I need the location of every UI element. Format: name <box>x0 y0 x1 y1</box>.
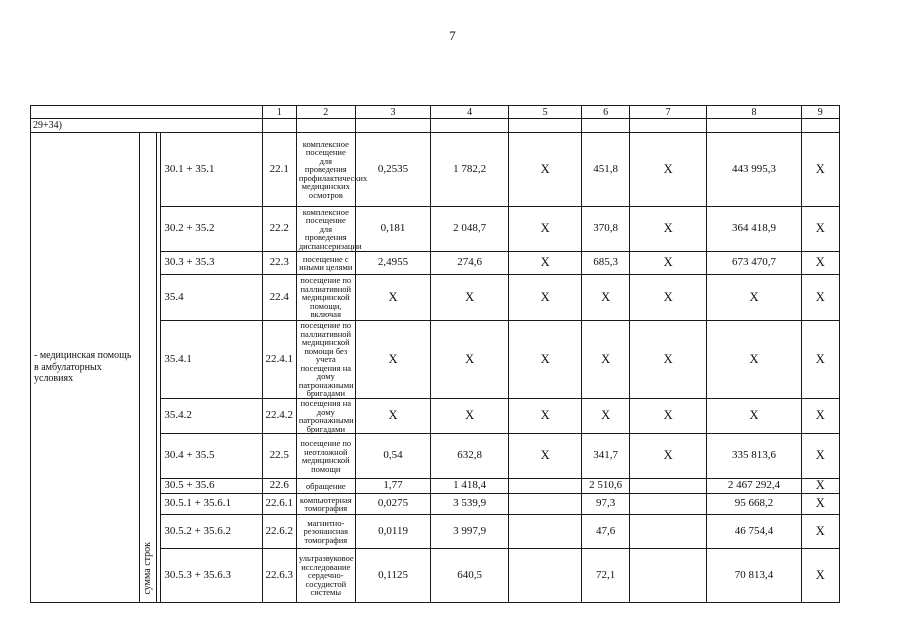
data-table <box>30 105 840 603</box>
cell-c5 <box>508 515 581 549</box>
page-number: 7 <box>449 28 456 43</box>
row-description: посещение по паллиативной медицинской помощи, включая <box>296 275 355 321</box>
cell-c8: 70 813,4 <box>707 549 801 603</box>
row-description: посещения на дому патронажными бригадами <box>296 399 355 434</box>
cell-c3: Х <box>355 399 431 434</box>
cell-c6: Х <box>582 399 630 434</box>
row-description: ультразвуковое исследование сердечно-сосудистой системы <box>296 549 355 603</box>
cell-c8: 46 754,4 <box>707 515 801 549</box>
cell-c9: Х <box>801 515 839 549</box>
row-code: 30.5 + 35.6 <box>161 479 262 494</box>
row-code: 30.1 + 35.1 <box>161 133 262 207</box>
header-cell: 9 <box>801 106 839 119</box>
cell-c8: 673 470,7 <box>707 252 801 275</box>
cell-c3: 0,2535 <box>355 133 431 207</box>
cell-c5: Х <box>508 207 581 252</box>
cell-c9: Х <box>801 207 839 252</box>
cell-c8: 335 813,6 <box>707 434 801 479</box>
cell-c6: 451,8 <box>582 133 630 207</box>
row-line: 22.6.2 <box>262 515 296 549</box>
cell-c9: Х <box>801 494 839 515</box>
cell-c5 <box>508 479 581 494</box>
cell-c5 <box>508 494 581 515</box>
vertical-label-cell <box>139 133 157 603</box>
continuation-row <box>31 119 840 133</box>
cell-c4: 640,5 <box>431 549 509 603</box>
cell-c4: 3 997,9 <box>431 515 509 549</box>
row-description: комплексное посещение для проведения диспансеризации <box>296 207 355 252</box>
cell-c3: 1,77 <box>355 479 431 494</box>
cell-c4: Х <box>431 399 509 434</box>
row-description: обращение <box>296 479 355 494</box>
cell-c3: 0,181 <box>355 207 431 252</box>
header-cell: 2 <box>296 106 355 119</box>
row-description: комплексное посещение для проведения профилактических медицинских осмотров <box>296 133 355 207</box>
header-cell: 3 <box>355 106 431 119</box>
cell-c8: Х <box>707 275 801 321</box>
table-row <box>31 133 840 207</box>
cell-c8: Х <box>707 399 801 434</box>
row-line: 22.4 <box>262 275 296 321</box>
header-cell: 8 <box>707 106 801 119</box>
cell-c6: 341,7 <box>582 434 630 479</box>
row-line: 22.4.2 <box>262 399 296 434</box>
cell-c3: 0,1125 <box>355 549 431 603</box>
cell-c9: Х <box>801 479 839 494</box>
row-line: 22.6.1 <box>262 494 296 515</box>
row-code: 30.2 + 35.2 <box>161 207 262 252</box>
cell-c9: Х <box>801 133 839 207</box>
cell-c4: 1 418,4 <box>431 479 509 494</box>
group-label: - медицинская помощь в амбулаторных условиях <box>31 133 140 603</box>
cell-c3: 0,0275 <box>355 494 431 515</box>
row-line: 22.3 <box>262 252 296 275</box>
cell-c7: Х <box>629 275 707 321</box>
row-line: 22.1 <box>262 133 296 207</box>
cell-c9: Х <box>801 549 839 603</box>
cell-c9: Х <box>801 275 839 321</box>
cell-c5: Х <box>508 321 581 399</box>
row-code: 30.3 + 35.3 <box>161 252 262 275</box>
cell-c3: Х <box>355 275 431 321</box>
row-description: посещение по неотложной медицинской помощи <box>296 434 355 479</box>
row-line: 22.6.3 <box>262 549 296 603</box>
cell-c9: Х <box>801 399 839 434</box>
cell-c8: 364 418,9 <box>707 207 801 252</box>
cell-c5: Х <box>508 252 581 275</box>
cell-c4: 3 539,9 <box>431 494 509 515</box>
cell-c5: Х <box>508 434 581 479</box>
row-code: 35.4.1 <box>161 321 262 399</box>
header-cell: 6 <box>582 106 630 119</box>
cell-c3: 0,54 <box>355 434 431 479</box>
row-code: 35.4 <box>161 275 262 321</box>
cell-c5: Х <box>508 133 581 207</box>
cell-c7 <box>629 549 707 603</box>
continuation-text: 29+34) <box>31 119 263 133</box>
row-code: 30.5.2 + 35.6.2 <box>161 515 262 549</box>
cell-c4: 2 048,7 <box>431 207 509 252</box>
row-line: 22.5 <box>262 434 296 479</box>
cell-c4: 632,8 <box>431 434 509 479</box>
cell-c7: Х <box>629 133 707 207</box>
cell-c7 <box>629 479 707 494</box>
cell-c6: 2 510,6 <box>582 479 630 494</box>
cell-c3: 2,4955 <box>355 252 431 275</box>
row-code: 30.5.1 + 35.6.1 <box>161 494 262 515</box>
row-line: 22.6 <box>262 479 296 494</box>
cell-c7 <box>629 494 707 515</box>
row-description: компьютерная томография <box>296 494 355 515</box>
cell-c5 <box>508 549 581 603</box>
cell-c9: Х <box>801 252 839 275</box>
cell-c3: Х <box>355 321 431 399</box>
cell-c7: Х <box>629 321 707 399</box>
row-description: магнитно-резонансная томография <box>296 515 355 549</box>
cell-c7: Х <box>629 207 707 252</box>
cell-c6: 72,1 <box>582 549 630 603</box>
row-code: 30.4 + 35.5 <box>161 434 262 479</box>
cell-c7 <box>629 515 707 549</box>
header-cell: 5 <box>508 106 581 119</box>
cell-c4: 274,6 <box>431 252 509 275</box>
vertical-label: сумма строк <box>141 541 153 595</box>
row-code: 30.5.3 + 35.6.3 <box>161 549 262 603</box>
cell-c7: Х <box>629 399 707 434</box>
cell-c6: 685,3 <box>582 252 630 275</box>
header-cell <box>31 106 263 119</box>
cell-c6: 97,3 <box>582 494 630 515</box>
cell-c3: 0,0119 <box>355 515 431 549</box>
cell-c8: 95 668,2 <box>707 494 801 515</box>
cell-c8: Х <box>707 321 801 399</box>
cell-c6: Х <box>582 321 630 399</box>
row-description: посещение с иными целями <box>296 252 355 275</box>
header-cell: 4 <box>431 106 509 119</box>
cell-c4: 1 782,2 <box>431 133 509 207</box>
cell-c5: Х <box>508 399 581 434</box>
row-line: 22.4.1 <box>262 321 296 399</box>
cell-c8: 2 467 292,4 <box>707 479 801 494</box>
row-code: 35.4.2 <box>161 399 262 434</box>
cell-c9: Х <box>801 434 839 479</box>
cell-c6: Х <box>582 275 630 321</box>
cell-c7: Х <box>629 434 707 479</box>
header-cell: 1 <box>262 106 296 119</box>
cell-c6: 47,6 <box>582 515 630 549</box>
header-cell: 7 <box>629 106 707 119</box>
row-line: 22.2 <box>262 207 296 252</box>
header-row <box>31 106 840 119</box>
cell-c6: 370,8 <box>582 207 630 252</box>
cell-c5: Х <box>508 275 581 321</box>
cell-c4: Х <box>431 275 509 321</box>
cell-c7: Х <box>629 252 707 275</box>
cell-c4: Х <box>431 321 509 399</box>
row-description: посещение по паллиативной медицинской помощи без учета посещения на дому патронажными бригадами <box>296 321 355 399</box>
cell-c9: Х <box>801 321 839 399</box>
cell-c8: 443 995,3 <box>707 133 801 207</box>
